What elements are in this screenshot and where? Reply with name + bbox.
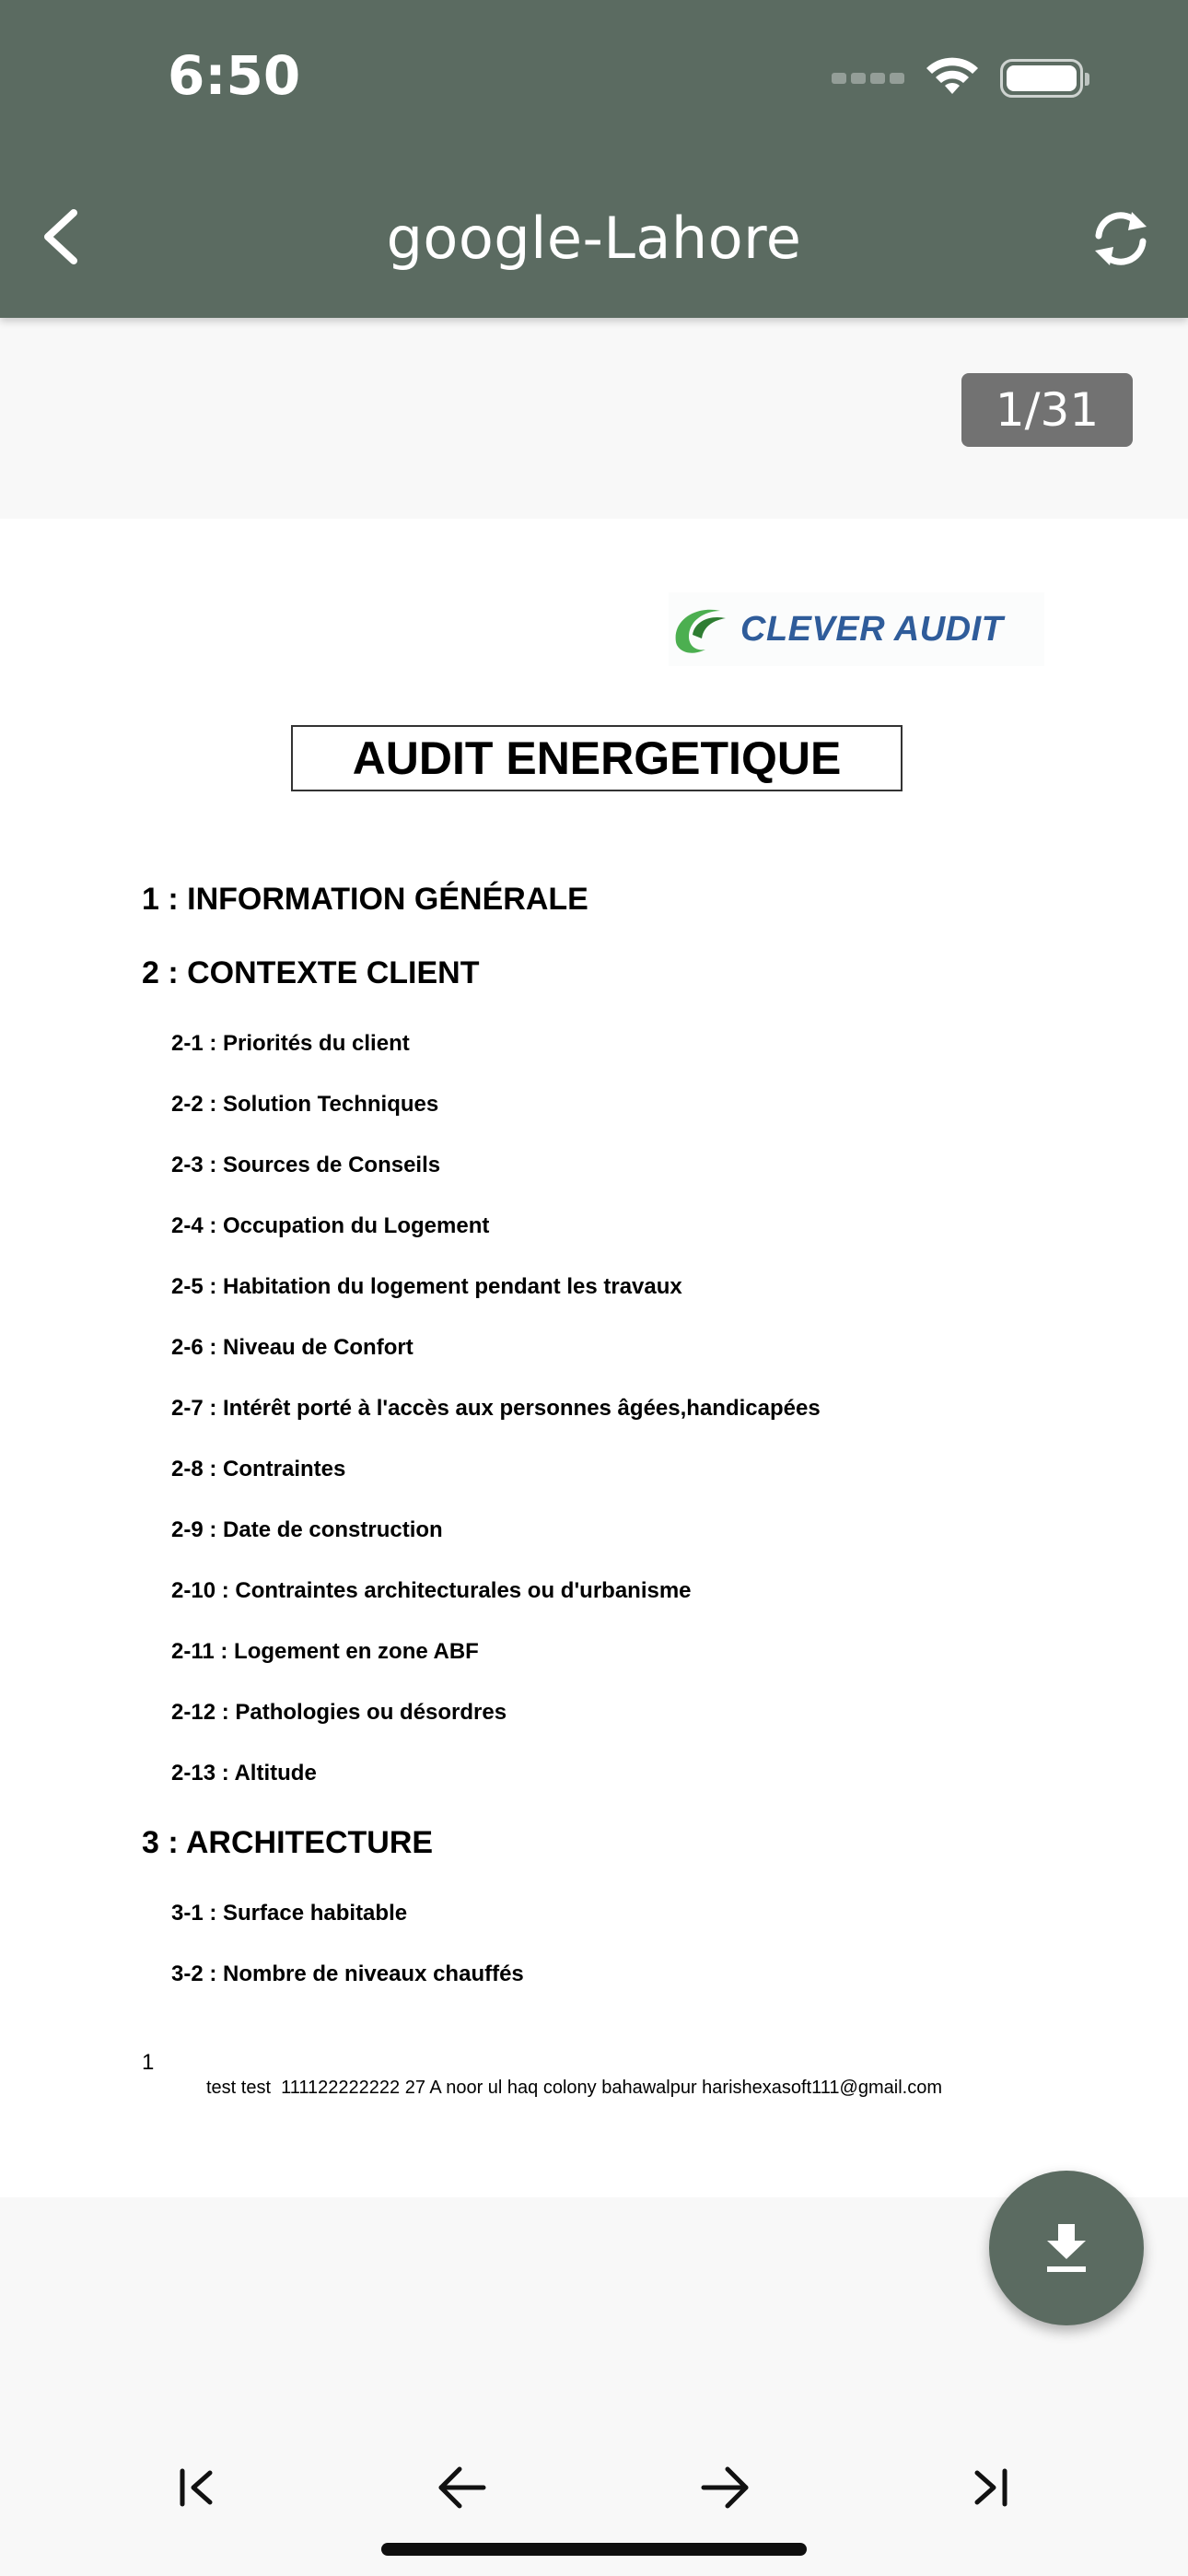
toc-item: 2-11 : Logement en zone ABF	[171, 1639, 479, 1664]
home-indicator[interactable]	[381, 2543, 807, 2556]
logo-swirl-icon	[669, 602, 733, 657]
first-page-button[interactable]	[160, 2451, 234, 2524]
toc-item: 2-7 : Intérêt porté à l'accès aux personnes âgées,handicapées	[171, 1396, 821, 1421]
battery-icon	[1000, 59, 1083, 98]
page-counter-badge: 1/31	[961, 373, 1133, 447]
clever-audit-logo	[669, 592, 1044, 666]
download-button[interactable]	[989, 2171, 1144, 2325]
toc-item: 2-10 : Contraintes architecturales ou d'urbanisme	[171, 1578, 692, 1603]
cellular-signal-icon	[832, 73, 904, 84]
toc-item: 2-13 : Altitude	[171, 1761, 317, 1786]
toc-section: 3 : ARCHITECTURE	[142, 1825, 434, 1860]
logo-text: CLEVER AUDIT	[740, 609, 1004, 649]
page-title: google-Lahore	[386, 205, 802, 272]
pdf-page	[0, 519, 1188, 2197]
toc-item: 2-12 : Pathologies ou désordres	[171, 1700, 507, 1725]
wifi-icon	[925, 57, 980, 100]
toc-section: 1 : INFORMATION GÉNÉRALE	[142, 882, 588, 917]
arrow-right-icon	[700, 2465, 751, 2510]
last-page-button[interactable]	[953, 2451, 1027, 2524]
refresh-icon	[1088, 208, 1154, 269]
toc-item: 2-6 : Niveau de Confort	[171, 1335, 413, 1360]
download-icon	[1043, 2222, 1089, 2274]
toc-item: 2-1 : Priorités du client	[171, 1031, 410, 1056]
toc-section: 2 : CONTEXTE CLIENT	[142, 955, 480, 990]
next-page-button[interactable]	[689, 2451, 763, 2524]
pagination-bar	[0, 2451, 1188, 2524]
last-page-icon	[970, 2467, 1010, 2508]
toc-item: 2-5 : Habitation du logement pendant les travaux	[171, 1274, 682, 1299]
toc-item: 2-3 : Sources de Conseils	[171, 1153, 441, 1177]
toc-item: 3-2 : Nombre de niveaux chauffés	[171, 1961, 524, 1986]
page-footer: test test 111122222222 27 A noor ul haq colony bahawalpur harishexasoft111@gmail.com	[206, 2078, 942, 2098]
refresh-button[interactable]	[1085, 203, 1157, 275]
toc-item: 2-8 : Contraintes	[171, 1457, 346, 1481]
arrow-left-icon	[436, 2465, 487, 2510]
app-header	[0, 0, 1188, 318]
status-icons	[832, 57, 1083, 100]
toc-item: 2-2 : Solution Techniques	[171, 1092, 439, 1117]
previous-page-button[interactable]	[425, 2451, 498, 2524]
status-time: 6:50	[168, 44, 301, 107]
toc-item: 2-4 : Occupation du Logement	[171, 1213, 490, 1238]
first-page-icon	[177, 2467, 217, 2508]
toc-item: 2-9 : Date de construction	[171, 1517, 443, 1542]
toc-item: 3-1 : Surface habitable	[171, 1901, 408, 1926]
document-title: AUDIT ENERGETIQUE	[291, 725, 903, 791]
page-number: 1	[142, 2050, 155, 2075]
